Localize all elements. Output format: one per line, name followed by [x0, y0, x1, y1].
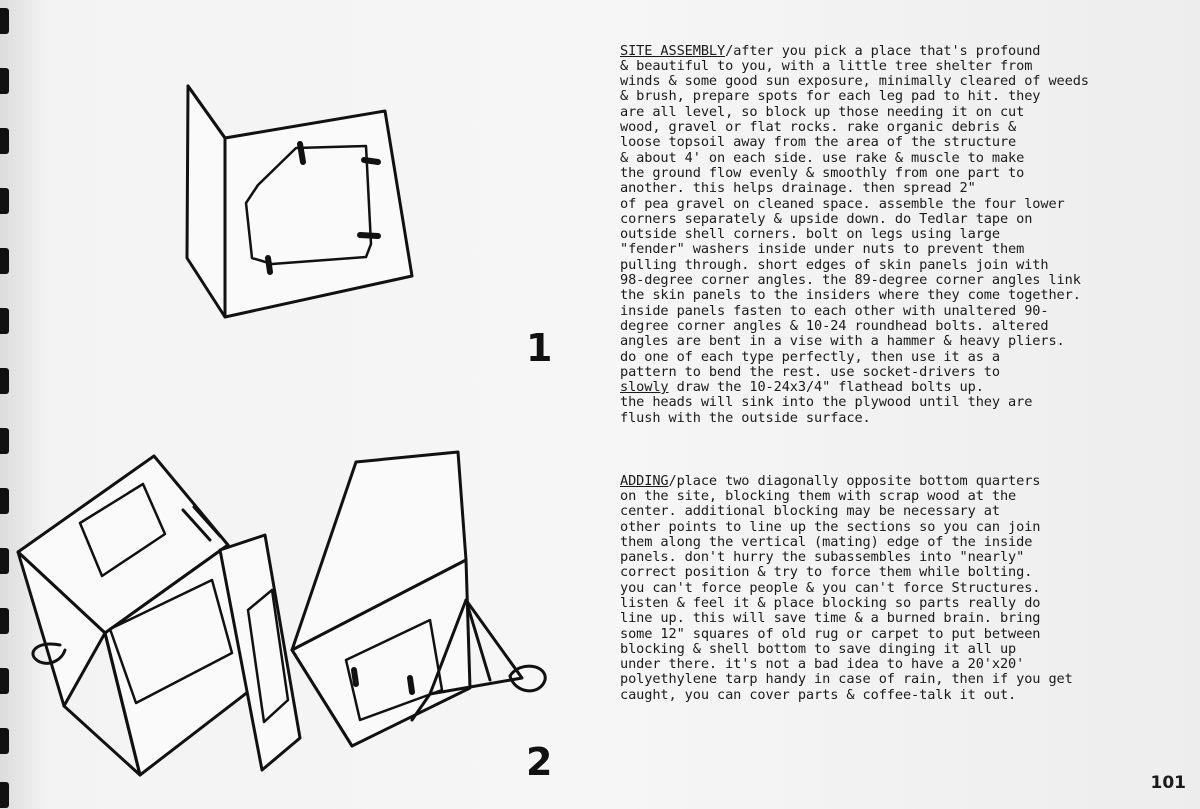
site-assembly-body-part-1: /after you pick a place that's profound & beautiful to you, with a little tree shelter from winds & some good sun exposure, minimally cleared of weeds & brush, prepare spots for each leg pad to hit. they are all level, so block up those needing it on cut wood, gravel or flat rocks. rake organic debris & loose topsoil away from the area of the structure & about 4' on each side. use rake & muscle to make the ground flow evenly & smoothly from one part to another. this helps drainage. then spread 2" of pea gravel on cleaned space. assemble the four lower corners separately & upside down. do Tedlar tape on outside shell corners. bolt on legs using large "fender" washers inside under nuts to prevent them pulling through. short edges of skin panels join with 98-degree corner angles. the 89-degree corner angles link the skin panels to the insiders where they come together. inside panels fasten to each other with unaltered 90- degree corner angles & 10-24 roundhead bolts. altered angles are bent in a vise with a hammer & heavy pliers. do one of each type perfectly, then use it as a pattern to bend the rest. use socket-drivers to	[620, 42, 1089, 380]
adding-paragraph	[620, 474, 1180, 703]
figure-2-drawing	[18, 452, 545, 775]
adding-heading: ADDING	[620, 472, 669, 489]
site-assembly-paragraph	[620, 44, 1180, 426]
figure-1-drawing	[187, 86, 412, 317]
figure-2-label: 2	[526, 740, 553, 784]
site-assembly-body-part-2: draw the 10-24x3/4" flathead bolts up. the heads will sink into the plywood until they are flush with the outside surface.	[620, 379, 1033, 426]
site-assembly-heading: SITE ASSEMBLY	[620, 42, 726, 59]
instruction-text	[620, 13, 1180, 734]
adding-body: /place two diagonally opposite bottom quarters on the site, blocking them with scrap wood at the center. additional blocking may be necessary at other points to line up the sections so you can join them along the vertical (mating) edge of the inside panels. don't hurry the subassembles into "nearly" correct position & try to force them while bolting. you can't force people & you can't force Structures. listen & feel it & place blocking so parts really do line up. this will save time & a burned brain. bring some 12" squares of old rug or carpet to put between blocking & shell bottom to save dinging it all up under there. it's not a bad idea to have a 20'x20' polyethylene tarp handy in case of rain, then if you get caught, you can cover parts & coffee-talk it out.	[620, 472, 1073, 703]
page-number: 101	[1150, 773, 1186, 793]
emphasis-slowly: slowly	[620, 379, 669, 396]
figure-1-label: 1	[526, 326, 553, 370]
